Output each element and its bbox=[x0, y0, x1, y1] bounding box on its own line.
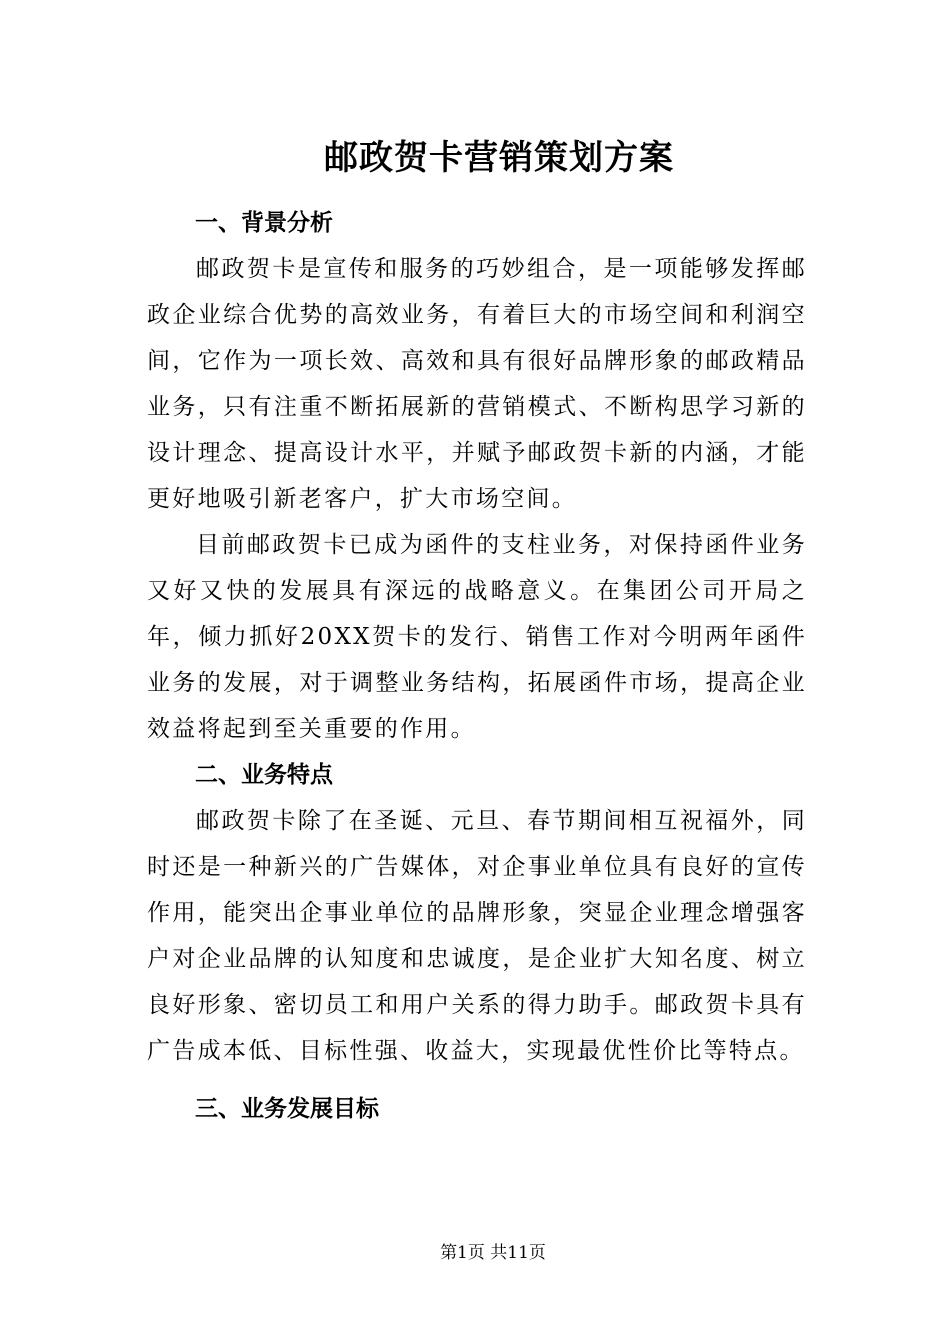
paragraph: 目前邮政贺卡已成为函件的支柱业务，对保持函件业务又好又快的发展具有深远的战略意义。在集团公司开局之年，倾力抓好20XX贺卡的发行、销售工作对今明两年函件业务的发展，对于调整业务结构，拓展函件市场，提高企业效益将起到至关重要的作用。 bbox=[147, 532, 807, 742]
section-heading-background: 一、背景分析 bbox=[195, 210, 333, 236]
paragraph: 邮政贺卡除了在圣诞、元旦、春节期间相互祝福外，同时还是一种新兴的广告媒体，对企事业单位具有良好的宣传作用，能突出企事业单位的品牌形象，突显企业理念增强客户对企业品牌的认知度和忠诚度，是企业扩大知名度、树立良好形象、密切员工和用户关系的得力助手。邮政贺卡具有广告成本低、目标性强、收益大，实现最优性价比等特点。 bbox=[147, 808, 807, 1064]
section-heading-features: 二、业务特点 bbox=[195, 762, 333, 788]
document-body bbox=[147, 200, 807, 1132]
document-title: 邮政贺卡营销策划方案 bbox=[324, 138, 674, 178]
paragraph: 邮政贺卡是宣传和服务的巧妙组合，是一项能够发挥邮政企业综合优势的高效业务，有着巨大的市场空间和利润空间，它作为一项长效、高效和具有很好品牌形象的邮政精品业务，只有注重不断拓展新的营销模式、不断构思学习新的设计理念、提高设计水平，并赋予邮政贺卡新的内涵，才能更好地吸引新老客户，扩大市场空间。 bbox=[147, 256, 807, 512]
page-footer: 第1页 共11页 bbox=[440, 1243, 546, 1263]
section-heading-goals: 三、业务发展目标 bbox=[195, 1096, 379, 1122]
